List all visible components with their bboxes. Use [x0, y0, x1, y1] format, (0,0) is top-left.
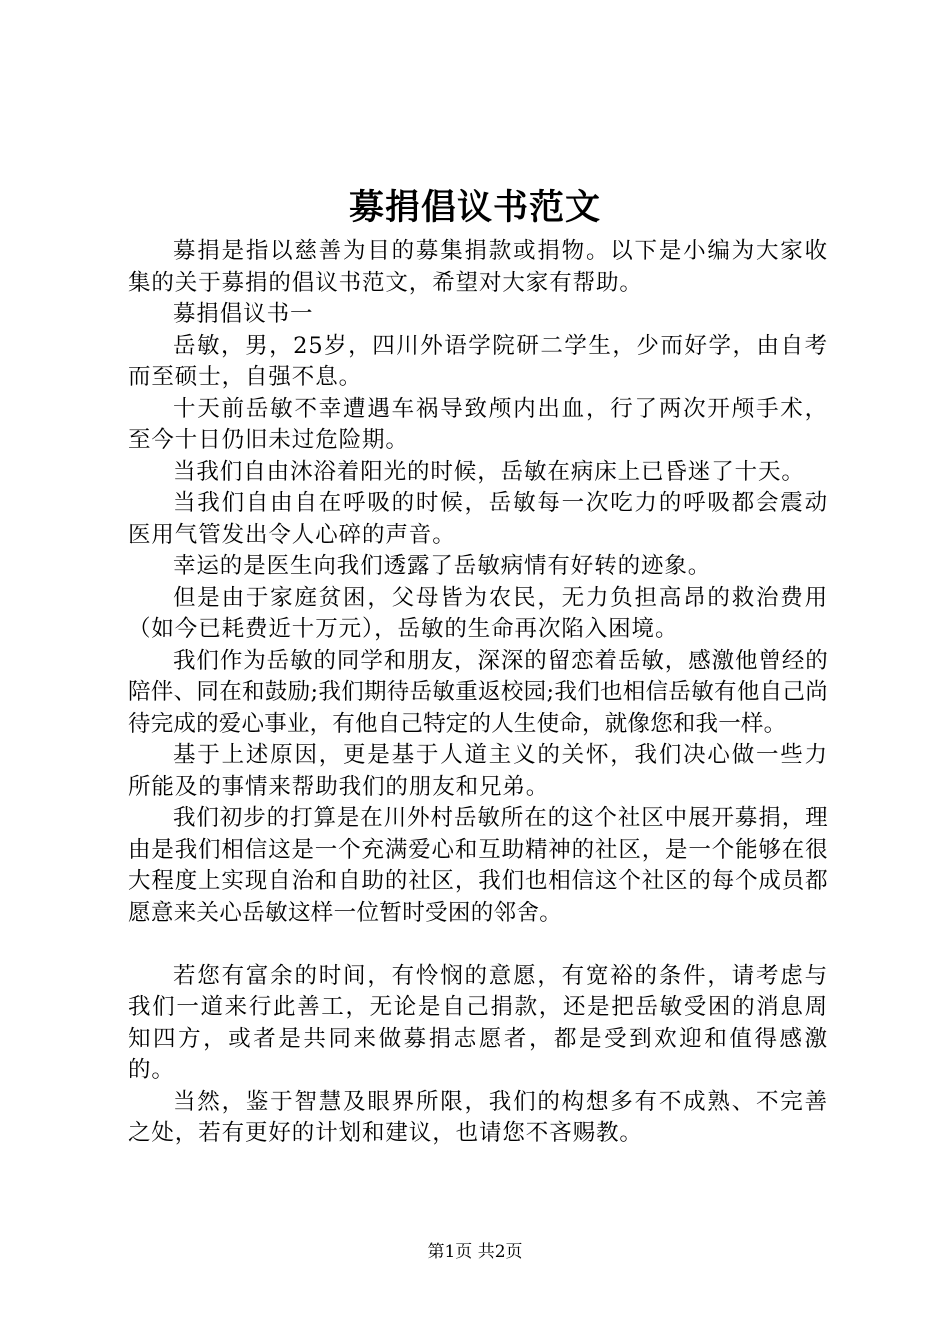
paragraph: 岳敏，男，25岁，四川外语学院研二学生，少而好学，由自考而至硕士，自强不息。: [128, 332, 828, 390]
paragraph: 幸运的是医生向我们透露了岳敏病情有好转的迹象。: [173, 553, 712, 579]
paragraph: 基于上述原因，更是基于人道主义的关怀，我们决心做一些力所能及的事情来帮助我们的朋友和兄弟。: [128, 742, 828, 800]
paragraph-spacer: [128, 929, 828, 961]
page-footer: 第1页 共2页: [427, 1242, 523, 1262]
document-body: [128, 236, 828, 1150]
paragraph: 十天前岳敏不幸遭遇车祸导致颅内出血，行了两次开颅手术，至今十日仍旧未过危险期。: [128, 395, 828, 453]
document-title: 募捐倡议书范文: [348, 187, 601, 228]
paragraph-intro: 募捐是指以慈善为目的募集捐款或捐物。以下是小编为大家收集的关于募捐的倡议书范文，希望对大家有帮助。: [128, 238, 828, 296]
paragraph: 若您有富余的时间，有怜悯的意愿，有宽裕的条件，请考虑与我们一道来行此善工，无论是自己捐款，还是把岳敏受困的消息周知四方，或者是共同来做募捐志愿者，都是受到欢迎和值得感激的。: [128, 962, 828, 1083]
paragraph: 当我们自由沐浴着阳光的时候，岳敏在病床上已昏迷了十天。: [173, 458, 805, 485]
paragraph: 但是由于家庭贫困，父母皆为农民，无力负担高昂的救治费用（如今已耗费近十万元），岳敏的生命再次陷入困境。: [128, 584, 828, 642]
paragraph: 我们作为岳敏的同学和朋友，深深的留恋着岳敏，感激他曾经的陪伴、同在和鼓励;我们期待岳敏重返校园;我们也相信岳敏有他自己尚待完成的爱心事业，有他自己特定的人生使命，就像您和我一样。: [128, 647, 828, 737]
paragraph-subheading: 募捐倡议书一: [173, 301, 314, 327]
paragraph: 我们初步的打算是在川外村岳敏所在的这个社区中展开募捐，理由是我们相信这是一个充满爱心和互助精神的社区，是一个能够在很大程度上实现自治和自助的社区，我们也相信这个社区的每个成员都愿意来关心岳敏这样一位暂时受困的邻舍。: [128, 805, 828, 926]
paragraph: 当然，鉴于智慧及眼界所限，我们的构想多有不成熟、不完善之处，若有更好的计划和建议，也请您不吝赐教。: [128, 1088, 828, 1146]
paragraph: 当我们自由自在呼吸的时候，岳敏每一次吃力的呼吸都会震动医用气管发出令人心碎的声音。: [128, 490, 828, 548]
